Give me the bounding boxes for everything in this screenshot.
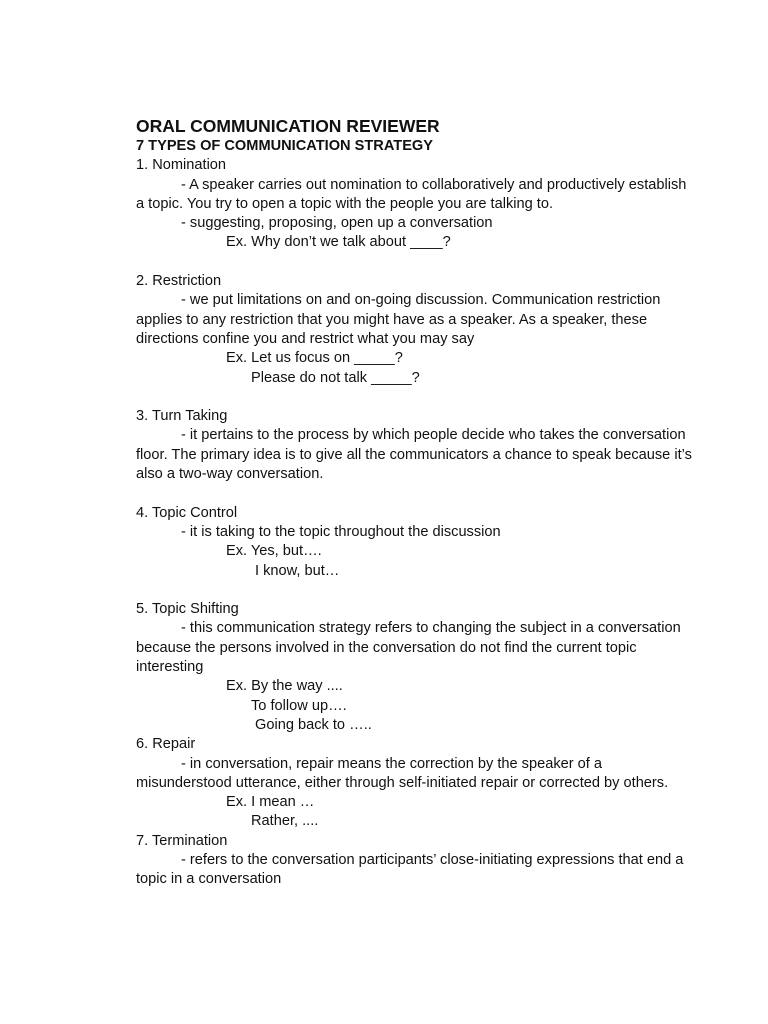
section-heading-topic-shifting: 5. Topic Shifting <box>136 601 239 618</box>
section-heading-repair: 6. Repair <box>136 736 196 753</box>
section-desc-topic-control: - it is taking to the topic throughout the discussion <box>181 523 501 540</box>
example-topic-shifting-3: Going back to ….. <box>255 716 372 733</box>
example-topic-control-2: I know, but… <box>255 562 340 579</box>
document-title: ORAL COMMUNICATION REVIEWER <box>136 116 440 136</box>
section-desc-repair: - in conversation, repair means the correction by the speaker of a misunderstood utterance, either through self-initiated repair or corrected by others. <box>136 755 669 791</box>
example-nomination-1: Ex. Why don’t we talk about ____? <box>226 234 451 251</box>
example-topic-shifting-1: Ex. By the way .... <box>226 678 343 695</box>
section-heading-restriction: 2. Restriction <box>136 273 222 290</box>
document-subtitle: 7 TYPES OF COMMUNICATION STRATEGY <box>136 138 434 154</box>
section-heading-topic-control: 4. Topic Control <box>136 504 238 521</box>
example-restriction-2: Please do not talk _____? <box>251 369 420 386</box>
example-repair-2: Rather, .... <box>251 813 319 830</box>
section-heading-nomination: 1. Nomination <box>136 157 227 174</box>
section-desc2-nomination: - suggesting, proposing, open up a conversation <box>181 215 493 232</box>
section-desc-restriction: - we put limitations on and on-going discussion. Communication restriction applies to any restriction that you might have as a speaker. As a speaker, these directions confine you and restrict what you may say <box>136 292 661 347</box>
section-desc-nomination: - A speaker carries out nomination to collaboratively and productively establish a topic. You try to open a topic with the people you are talking to. <box>136 176 687 212</box>
section-desc-turn-taking: - it pertains to the process by which people decide who takes the conversation floor. The primary idea is to give all the communicators a chance to speak because it’s also a two-way conversation. <box>136 427 692 483</box>
section-heading-turn-taking: 3. Turn Taking <box>136 408 228 425</box>
section-desc-topic-shifting: - this communication strategy refers to changing the subject in a conversation because the persons involved in the conversation do not find the current topic interesting <box>136 620 681 676</box>
example-topic-shifting-2: To follow up…. <box>251 697 347 714</box>
spacer <box>136 388 696 407</box>
spacer <box>136 484 696 503</box>
example-repair-1: Ex. I mean … <box>226 794 315 811</box>
section-heading-termination: 7. Termination <box>136 832 228 849</box>
document-page <box>136 116 696 890</box>
spacer <box>136 581 696 600</box>
example-topic-control-1: Ex. Yes, but…. <box>226 543 322 560</box>
section-desc-termination: - refers to the conversation participants’ close-initiating expressions that end a topic in a conversation <box>136 851 684 888</box>
example-restriction-1: Ex. Let us focus on _____? <box>226 350 403 367</box>
spacer <box>136 253 696 272</box>
